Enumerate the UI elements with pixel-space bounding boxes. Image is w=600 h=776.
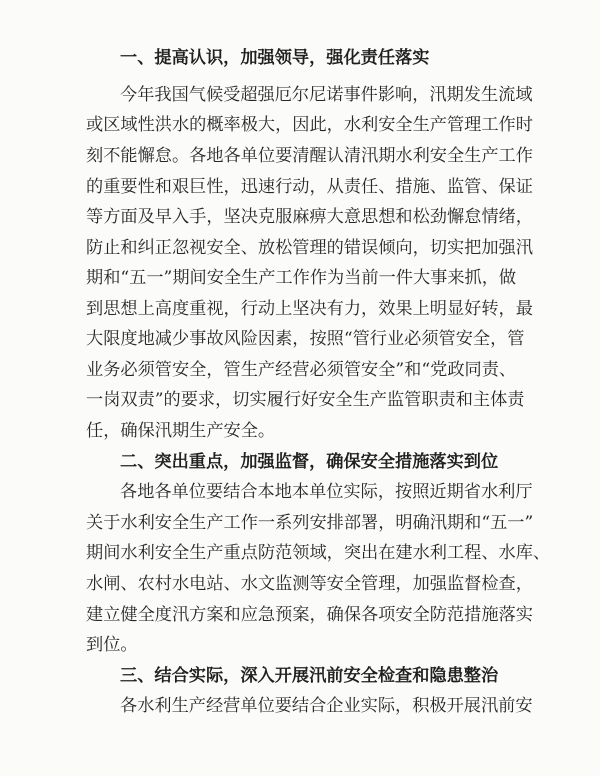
section-1-line-6: 防止和纠正忽视安全、放松管理的错误倾向，切实把加强汛 bbox=[86, 238, 533, 258]
section-2-line-2: 关于水利安全生产工作一系列安排部署，明确汛期和“五一” bbox=[86, 513, 534, 533]
section-2-line-6: 到位。 bbox=[86, 635, 138, 655]
section-2-line-5: 建立健全度汛方案和应急预案，确保各项安全防范措施落实 bbox=[86, 605, 533, 625]
section-2-line-4: 水闸、农村水电站、水文监测等安全管理，加强监督检查， bbox=[86, 574, 533, 594]
section-1-line-11: 一岗双责”的要求，切实履行好安全生产监管职责和主体责 bbox=[86, 390, 525, 410]
section-2-heading: 二、突出重点，加强监督，确保安全措施落实到位 bbox=[120, 452, 499, 472]
section-1-line-9: 大限度地减少事故风险因素，按照“管行业必须管安全，管 bbox=[86, 329, 525, 349]
section-1-line-1: 今年我国气候受超强厄尔尼诺事件影响，汛期发生流域 bbox=[120, 85, 533, 105]
section-1-line-5: 等方面及早入手，坚决克服麻痹大意思想和松劲懈怠情绪， bbox=[86, 207, 533, 227]
section-1-line-7: 期和“五一”期间安全生产工作作为当前一件大事来抓，做 bbox=[86, 268, 517, 288]
section-3-heading: 三、结合实际，深入开展汛前安全检查和隐患整治 bbox=[120, 666, 499, 686]
section-2-line-3: 期间水利安全生产重点防范领域，突出在建水利工程、水库、 bbox=[86, 543, 551, 563]
section-1-line-8: 到思想上高度重视，行动上坚决有力，效果上明显好转，最 bbox=[86, 299, 533, 319]
section-1-heading: 一、提高认识，加强领导，强化责任落实 bbox=[120, 48, 430, 68]
section-2-line-1: 各地各单位要结合本地本单位实际，按照近期省水利厅 bbox=[120, 482, 533, 502]
section-1-line-10: 业务必须管安全，管生产经营必须管安全”和“党政同责、 bbox=[86, 360, 517, 380]
section-1-line-4: 的重要性和艰巨性，迅速行动，从责任、措施、监管、保证 bbox=[86, 177, 533, 197]
section-1-line-12: 任，确保汛期生产安全。 bbox=[86, 421, 276, 441]
section-3-line-1: 各水利生产经营单位要结合企业实际，积极开展汛前安 bbox=[120, 696, 533, 716]
section-1-line-2: 或区域性洪水的概率极大，因此，水利安全生产管理工作时 bbox=[86, 115, 533, 135]
section-1-line-3: 刻不能懈怠。各地各单位要清醒认清汛期水利安全生产工作 bbox=[86, 146, 533, 166]
